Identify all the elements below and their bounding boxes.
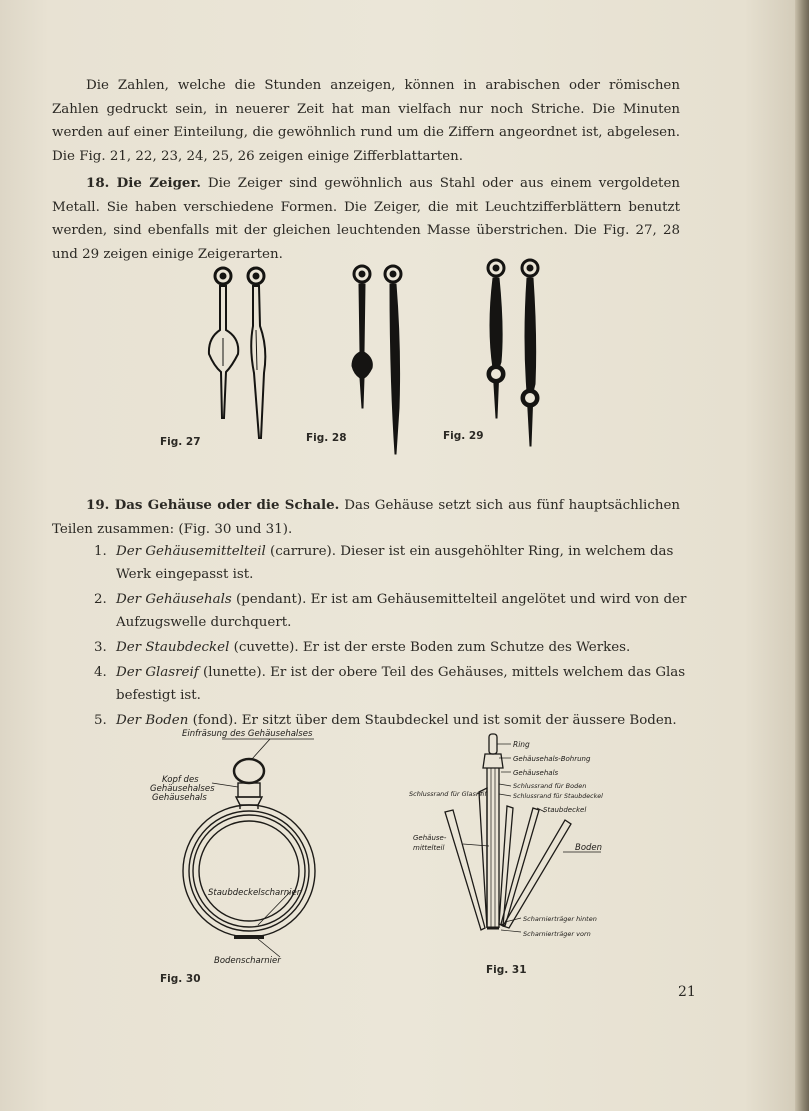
page-number: 21 (678, 984, 696, 1000)
list-item: 2. Der Gehäusehals (pendant). Er ist am Gehäusemittelteil angelötet und wird von der Aufzugswelle durchquert. (94, 592, 687, 630)
fig31-label-mittelteil-2: mittelteil (413, 844, 445, 852)
section-18-text: Die Zeiger sind gewöhnlich aus Stahl oder aus einem vergoldeten Metall. Sie haben verschiedene Formen. Die Zeiger, die mit Leuchtzifferblättern benutzt werden, sind ebenfalls mit der gleichen leuchtenden Masse überstrichen. Die Fig. 27, 28 und 29 zeigen einige Zeigerarten. (52, 176, 680, 262)
section-19 (52, 494, 680, 541)
paragraph-numerals: Die Zahlen, welche die Stunden anzeigen, können in arabischen oder römischen Zahlen gedruckt sein, in neuerer Zeit hat man vielfach nur noch Striche. Die Minuten werden auf einer Einteilung, die gewöhnlich rund um die Ziffern angeordnet ist, abgelesen. Die Fig. 21, 22, 23, 24, 25, 26 zeigen einige Zifferblattarten. (52, 78, 680, 164)
fig30-label-kopf-1: Kopf des (162, 775, 199, 785)
list-item: 5. Der Boden (fond). Er sitzt über dem Staubdeckel und ist somit der äussere Boden. (94, 713, 677, 728)
fig30-label-bodenscharnier: Bodenscharnier (214, 956, 281, 966)
watch-hands-figure (0, 258, 809, 463)
fig31-label-boden: Boden (575, 843, 603, 853)
fig30-watch-case-diagram (140, 725, 340, 975)
fig30-label-gehaeusehals: Gehäusehals (152, 793, 207, 803)
fig30-label-kopf-2: Gehäusehalses (150, 784, 215, 794)
section-19-text: Das Gehäuse setzt sich aus fünf hauptsächlichen Teilen zusammen: (Fig. 30 und 31). (52, 498, 681, 537)
fig31-label-schlussrand-glasreif: Schlussrand für Glasreif (409, 790, 487, 798)
fig29-caption: Fig. 29 (443, 430, 484, 442)
section-18 (52, 172, 680, 266)
fig28-hour-hand (352, 266, 372, 408)
fig28-caption: Fig. 28 (306, 432, 347, 444)
fig31-caption: Fig. 31 (486, 964, 527, 976)
list-item: 4. Der Glasreif (lunette). Er ist der obere Teil des Gehäuses, mittels welchem das Glas befestigt ist. (94, 665, 686, 703)
fig31-label-gehaeusehals: Gehäusehals (513, 769, 559, 777)
section-19-heading: 19. Das Gehäuse oder die Schale. (86, 497, 340, 513)
section-18-heading: 18. Die Zeiger. (86, 175, 201, 191)
fig31-label-staubdeckel: Staubdeckel (543, 806, 587, 814)
fig30-label-einfraesung: Einfräsung des Gehäusehalses (182, 729, 313, 739)
fig31-label-scharnier-vorn: Scharnierträger vorn (523, 930, 591, 938)
fig27-caption: Fig. 27 (160, 436, 201, 448)
fig29-hour-hand (487, 260, 505, 418)
case-parts-list (52, 540, 692, 732)
fig31-label-bohrung: Gehäusehals-Bohrung (513, 755, 591, 763)
fig31-label-schlussrand-staubdeckel: Schlussrand für Staubdeckel (513, 793, 603, 800)
fig29-minute-hand (521, 260, 539, 446)
fig31-exploded-case-diagram (405, 728, 635, 948)
fig30-label-staubdeckelscharnier: Staubdeckelscharnier (208, 888, 301, 898)
list-item: 1. Der Gehäusemittelteil (carrure). Dieser ist ein ausgehöhlter Ring, in welchem das Werk eingepasst ist. (94, 544, 674, 582)
list-item: 3. Der Staubdeckel (cuvette). Er ist der erste Boden zum Schutze des Werkes. (94, 640, 631, 655)
fig31-label-ring: Ring (513, 740, 530, 749)
fig27-minute-hand (248, 268, 265, 438)
fig28-minute-hand (385, 266, 401, 454)
book-spine-edge (795, 0, 809, 1111)
fig31-label-mittelteil-1: Gehäuse- (413, 834, 447, 842)
fig30-caption: Fig. 30 (160, 973, 201, 985)
fig27-hour-hand (209, 268, 238, 418)
fig31-label-schlussrand-boden: Schlussrand für Boden (513, 782, 587, 790)
fig31-label-scharnier-hinten: Scharnierträger hinten (523, 915, 597, 923)
